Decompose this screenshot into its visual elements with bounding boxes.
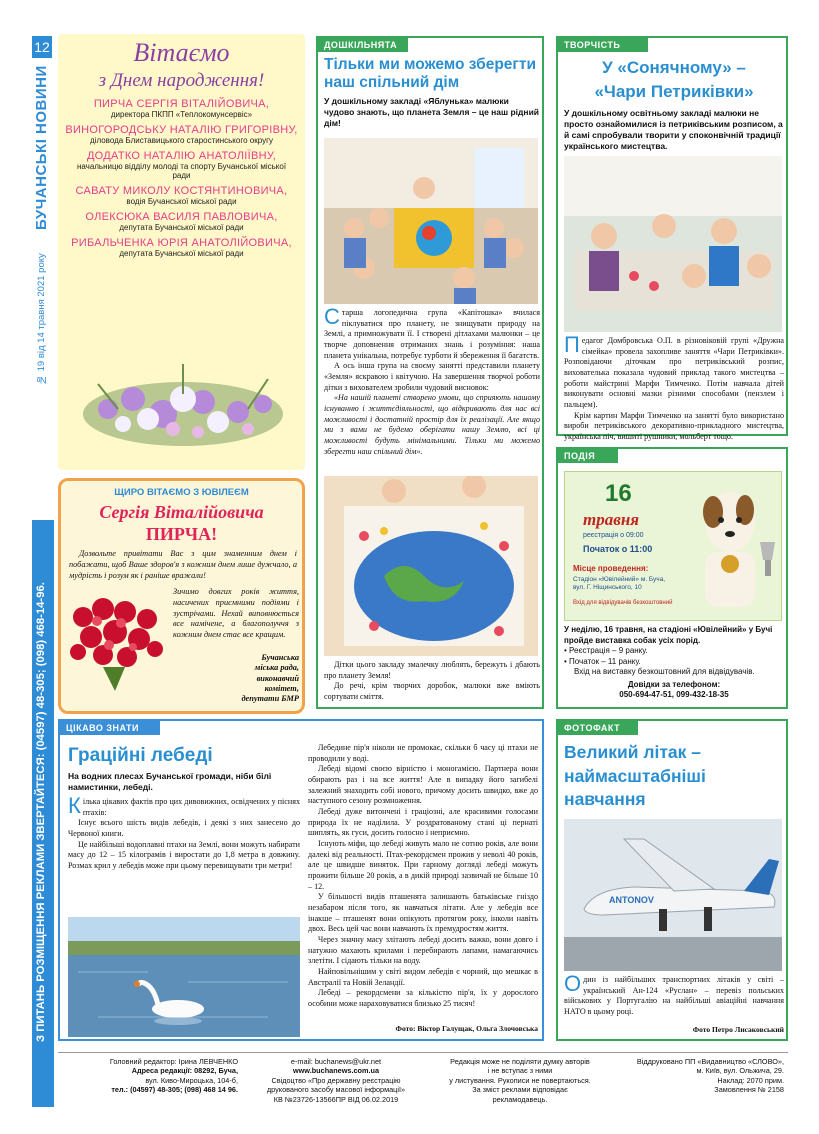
footer-contacts: e-mail: buchanews@ukr.net www.buchanews.com.ua Свідоцтво «Про державну реєстрацію друкованого засобу масової інформації» КВ №23726-13566ПР ВІД 06.02.2019	[266, 1057, 406, 1104]
birthday-subtitle: з Днем народження!	[98, 70, 265, 91]
airplane-photo	[564, 819, 782, 971]
rubric-label: ПОДІЯ	[558, 449, 618, 463]
article-title: Тільки ми можемо зберегти наш спільний дім	[324, 56, 536, 91]
rubric-label: ДОШКІЛЬНЯТА	[318, 38, 408, 52]
paper-name-vertical: БУЧАНСЬКІ НОВИНИ	[33, 65, 50, 230]
page-number-box	[32, 36, 52, 58]
dog-show-poster	[564, 471, 782, 621]
event-text	[564, 625, 784, 701]
jubilee-name: Сергія Віталійовича	[99, 502, 264, 522]
birthday-title: Вітаємо	[133, 38, 230, 67]
photo-credit: Фото: Віктор Галущак, Ольга Злочовська	[395, 1024, 538, 1033]
article-lead: На водних плесах Бучанської громади, ніби білі намистинки, лебеді.	[68, 771, 272, 793]
ad-sidebar-text: З ПИТАНЬ РОЗМІЩЕННЯ РЕКЛАМИ ЗВЕРТАЙТЕСЯ: (04597) 48-305; (098) 468-14-96.	[35, 582, 47, 1043]
poster-day: 16	[605, 480, 632, 507]
article-title: У «Сонячному» – «Чари Петриківки»	[594, 58, 754, 101]
article-body: Педагог Домбровська О.П. в різновіковій групі «Дружна сімейка» провела захопливе заняття «Чари Петриківки». Розповідаючи діточкам про петриківський розпис, вихователька показала чудовий приклад такого мистецтва – роботи майстрині Марфи Тимченко. Потім навчала дітей виконувати основні мазки різними способами (пензлем і пальцем). Крім картин Марфи Тимченко на занятті було використано вироби петриківського декоративно-прикладного мистецтва, українська піч, вишиті рушники, мольберт тощо.	[564, 332, 784, 442]
event-phones-label: Довідки за телефоном:	[627, 679, 721, 689]
jubilee-text-2: Зичимо довгих років життя, насичених приємними подіями і зустрічами. Нехай виповнюється все намічене, а благополуччя з кожним днем стає все кращим.	[173, 587, 299, 640]
photofact-article	[556, 719, 788, 1041]
birthday-person: ДОДАТКО НАТАЛІЮ АНАТОЛІЇВНУ, начальницю відділу молоді та спорту Бучанської міської ради	[76, 150, 287, 180]
jubilee-signature: Бучанська міська рада, виконавчий комітет, депутати БМР	[241, 653, 299, 704]
earth-drawing-photo	[324, 476, 538, 656]
article-title: Граційні лебеді	[68, 745, 213, 766]
event-entry-note: Вхід на виставку безкоштовний для відвідувачів.	[574, 667, 755, 677]
footer	[58, 1052, 788, 1108]
footer-printing: Віддруковано ПП «Видавництво «СЛОВО», м. Київ, вул. Ольжича, 29. Наклад: 2070 прим. Замовлення № 2158	[636, 1057, 784, 1095]
birthday-person: ПИРЧА СЕРГІЯ ВІТАЛІЙОВИЧА, директора ПКПП «Теплокомунсервіс»	[93, 98, 270, 119]
event-summary: У неділю, 16 травня, на стадіоні «Ювілейний» у Бучі пройде виставка собак усіх порід.	[564, 625, 773, 645]
children-painting-photo	[564, 156, 782, 332]
poster-place-label: Місце проведення:	[573, 564, 649, 573]
birthday-person: ОЛЕКСЮКА ВАСИЛЯ ПАВЛОВИЧА, депутата Бучанської міської ради	[85, 211, 278, 232]
article-title: Великий літак – наймасштабніші навчання	[564, 742, 706, 810]
creativity-article	[556, 36, 788, 442]
children-group-photo	[324, 138, 538, 304]
rubric-label: ТВОРЧІСТЬ	[558, 38, 648, 52]
footer-editorial: Головний редактор: Ірина ЛЕВЧЕНКО Адреса редакції: 08292, Буча, вул. Киво-Мироцька, 104-б, тел.: (04597) 48-305; (098) 468 14 96.	[109, 1057, 238, 1095]
poster-start: Початок о 11:00	[583, 544, 653, 554]
article-lead: У дошкільному освітньому закладі малюки не просто ознайомилися із петриківським розписом, а й самі спробували творити у споконвічній традиції українського мистецтва.	[564, 108, 783, 152]
article-body-1: Старша логопедична група «Капітошка» вчилася піклуватися про планету, не знищувати природу на Землі, а примножувати її. І створені дітлахами малюнки – це творче доповнення отриманих знань і розуміння: наша планета унікальна, потребує турботи й збереження її багатств. А ось інша група на своєму занятті представили планету «Земля» яскравою і квітучою. На завершення творчої роботи дітки з вихователем зробили чудовий висновок: «На нашій планеті створено умови, що сприяють нашому існуванню і життєдіяльності, що відкривають для нас всі можливості і достатній простір для їх реалізації. Але якщо ми з вами не будемо оберігати нашу Землю, всі ці можливості будуть мінімальними. Тільки ми можемо зберегти наш спільний дім».	[324, 304, 540, 456]
flower-bouquet-image	[78, 354, 288, 464]
birthday-person: РИБАЛЬЧЕНКА ЮРІЯ АНАТОЛІЙОВИЧА, депутата Бучанської міської ради	[71, 237, 292, 258]
birthday-person: ВИНОГОРОДСЬКУ НАТАЛІЮ ГРИГОРІВНУ, діловода Блиставицького старостинського округу	[65, 124, 298, 145]
birthday-card	[58, 34, 305, 470]
poster-registration: реєстрація о 09:00	[583, 532, 644, 539]
birthday-list	[58, 98, 305, 263]
event-schedule-item: • Початок – 11 ранку.	[564, 657, 784, 668]
roses-bouquet-image	[63, 587, 173, 695]
article-body-2: Дітки цього закладу змалечку люблять, бережуть і дбають про планету Земля! До речі, крім творчих доробок, малюки вже вміють сортувати сміття.	[324, 660, 540, 702]
page-number: 12	[34, 39, 50, 55]
article-body: Один із найбільших транспортних літаків у світі – український Ан-124 «Руслан» – перевіз польських військових у Португалію на найбільші авіаційні навчання НАТО в цьому році.	[564, 971, 784, 1017]
rubric-label: ФОТОФАКТ	[558, 721, 638, 735]
event-schedule-item: • Реєстрація – 9 ранку.	[564, 646, 784, 657]
poster-place: Стадіон «Ювілейний» м. Буча, вул. Г. Ніщинського, 10	[573, 576, 666, 591]
article-body-right: Лебедине пір'я ніколи не промокає, скільки б часу ці птахи не проводили у воді. Лебеді відомі своєю вірністю і моногамією. Партнера вони обирають раз і на все життя! Але в випадку його загибелі залежний знаходить собі нового, причому досить швидко, вже до наступного сезону розмноження. Лебеді дуже витончені і граціозні, але красивими голосами природа їх не наділила. У роздратованому стані ці пернаті шиплять, як гуси, досить голосно і неприємно. Існують міфи, що лебеді живуть мало не сотню років, але вони далекі від реальності. Птах-рекордсмен прожив у неволі 40 років, але це швидше виняток. При гарному догляді лебеді можуть прожити більше 20 років, а в дикій природі зазвичай не більше 10 – 12. У більшості видів пташенята залишають батьківське гніздо незабаром після того, як навчаться літати. Але у лебедів все інакше – пташенят вони опікують протягом року, інколи навіть двох. Весь цей час вони навчають їх премудростям життя. Через значну масу злітають лебеді досить важко, вони довго і натужно махають крилами і перебирають лапами, намагаючись злетіти. І сідають тільки на воду. Найповільнішим у світі видом лебедів є чорний, що мешкає в Австралії та Новій Зеландії. Лебеді – рекордсмени за кількістю пір'я, їх у дорослого особини може нараховуватися близько 25 тисяч!	[308, 743, 538, 1009]
poster-entry: Вхід для відвідувачів безкоштовний	[573, 600, 673, 606]
event-phones: 050-694-47-51, 099-432-18-35	[619, 690, 729, 700]
swan-lake-photo	[68, 917, 300, 1037]
plane-livery-text: ANTONOV	[609, 895, 654, 905]
footer-disclaimer: Редакція може не поділяти думку авторів і не вступає з ними у листування. Рукописи не повертаються. За зміст реклами відповідає рекламодавець.	[449, 1057, 591, 1104]
birthday-person: САВАТУ МИКОЛУ КОСТЯНТИНОВИЧА, водія Бучанської міської ради	[75, 185, 288, 206]
swans-article	[58, 719, 544, 1041]
issue-line: № 19 від 14 травня 2021 року	[36, 253, 47, 385]
rubric-label: ЦІКАВО ЗНАТИ	[60, 721, 160, 735]
article-body-left: Кілька цікавих фактів про цих дивовижних, освідчених у піснях птахів: Існує всього шість видів лебедів, і деякі з них занесено до Червоної книги. Це найбільші водоплавні птахи на Землі, вони можуть набирати масу до 12 – 15 кілограмів і виростати до 1,8 метра в довжину. Розмах крил у лебедів може при цьому перевищувати три метри!	[68, 793, 300, 871]
kindergarten-article	[316, 36, 544, 709]
jubilee-kicker: ЩИРО ВІТАЄМО З ЮВІЛЕЄМ	[114, 487, 249, 498]
photo-credit: Фото Петро Лисаковський	[692, 1025, 784, 1034]
event-article	[556, 447, 788, 709]
dog-image	[675, 482, 780, 617]
jubilee-surname: ПИРЧА!	[145, 524, 218, 544]
event-schedule	[564, 646, 784, 667]
poster-month: травня	[583, 510, 640, 529]
article-lead: У дошкільному закладі «Яблунька» малюки чудово знають, що планета Земля – це наш рідний дім!	[324, 96, 540, 129]
jubilee-card	[58, 478, 305, 714]
jubilee-text-1: Дозвольте привітати Вас з цим знаменним днем і побажати, щоб Ваше здоров'я з кожним днем лише дужчало, а мудрість і розум як і раніше вражали!	[69, 549, 297, 580]
